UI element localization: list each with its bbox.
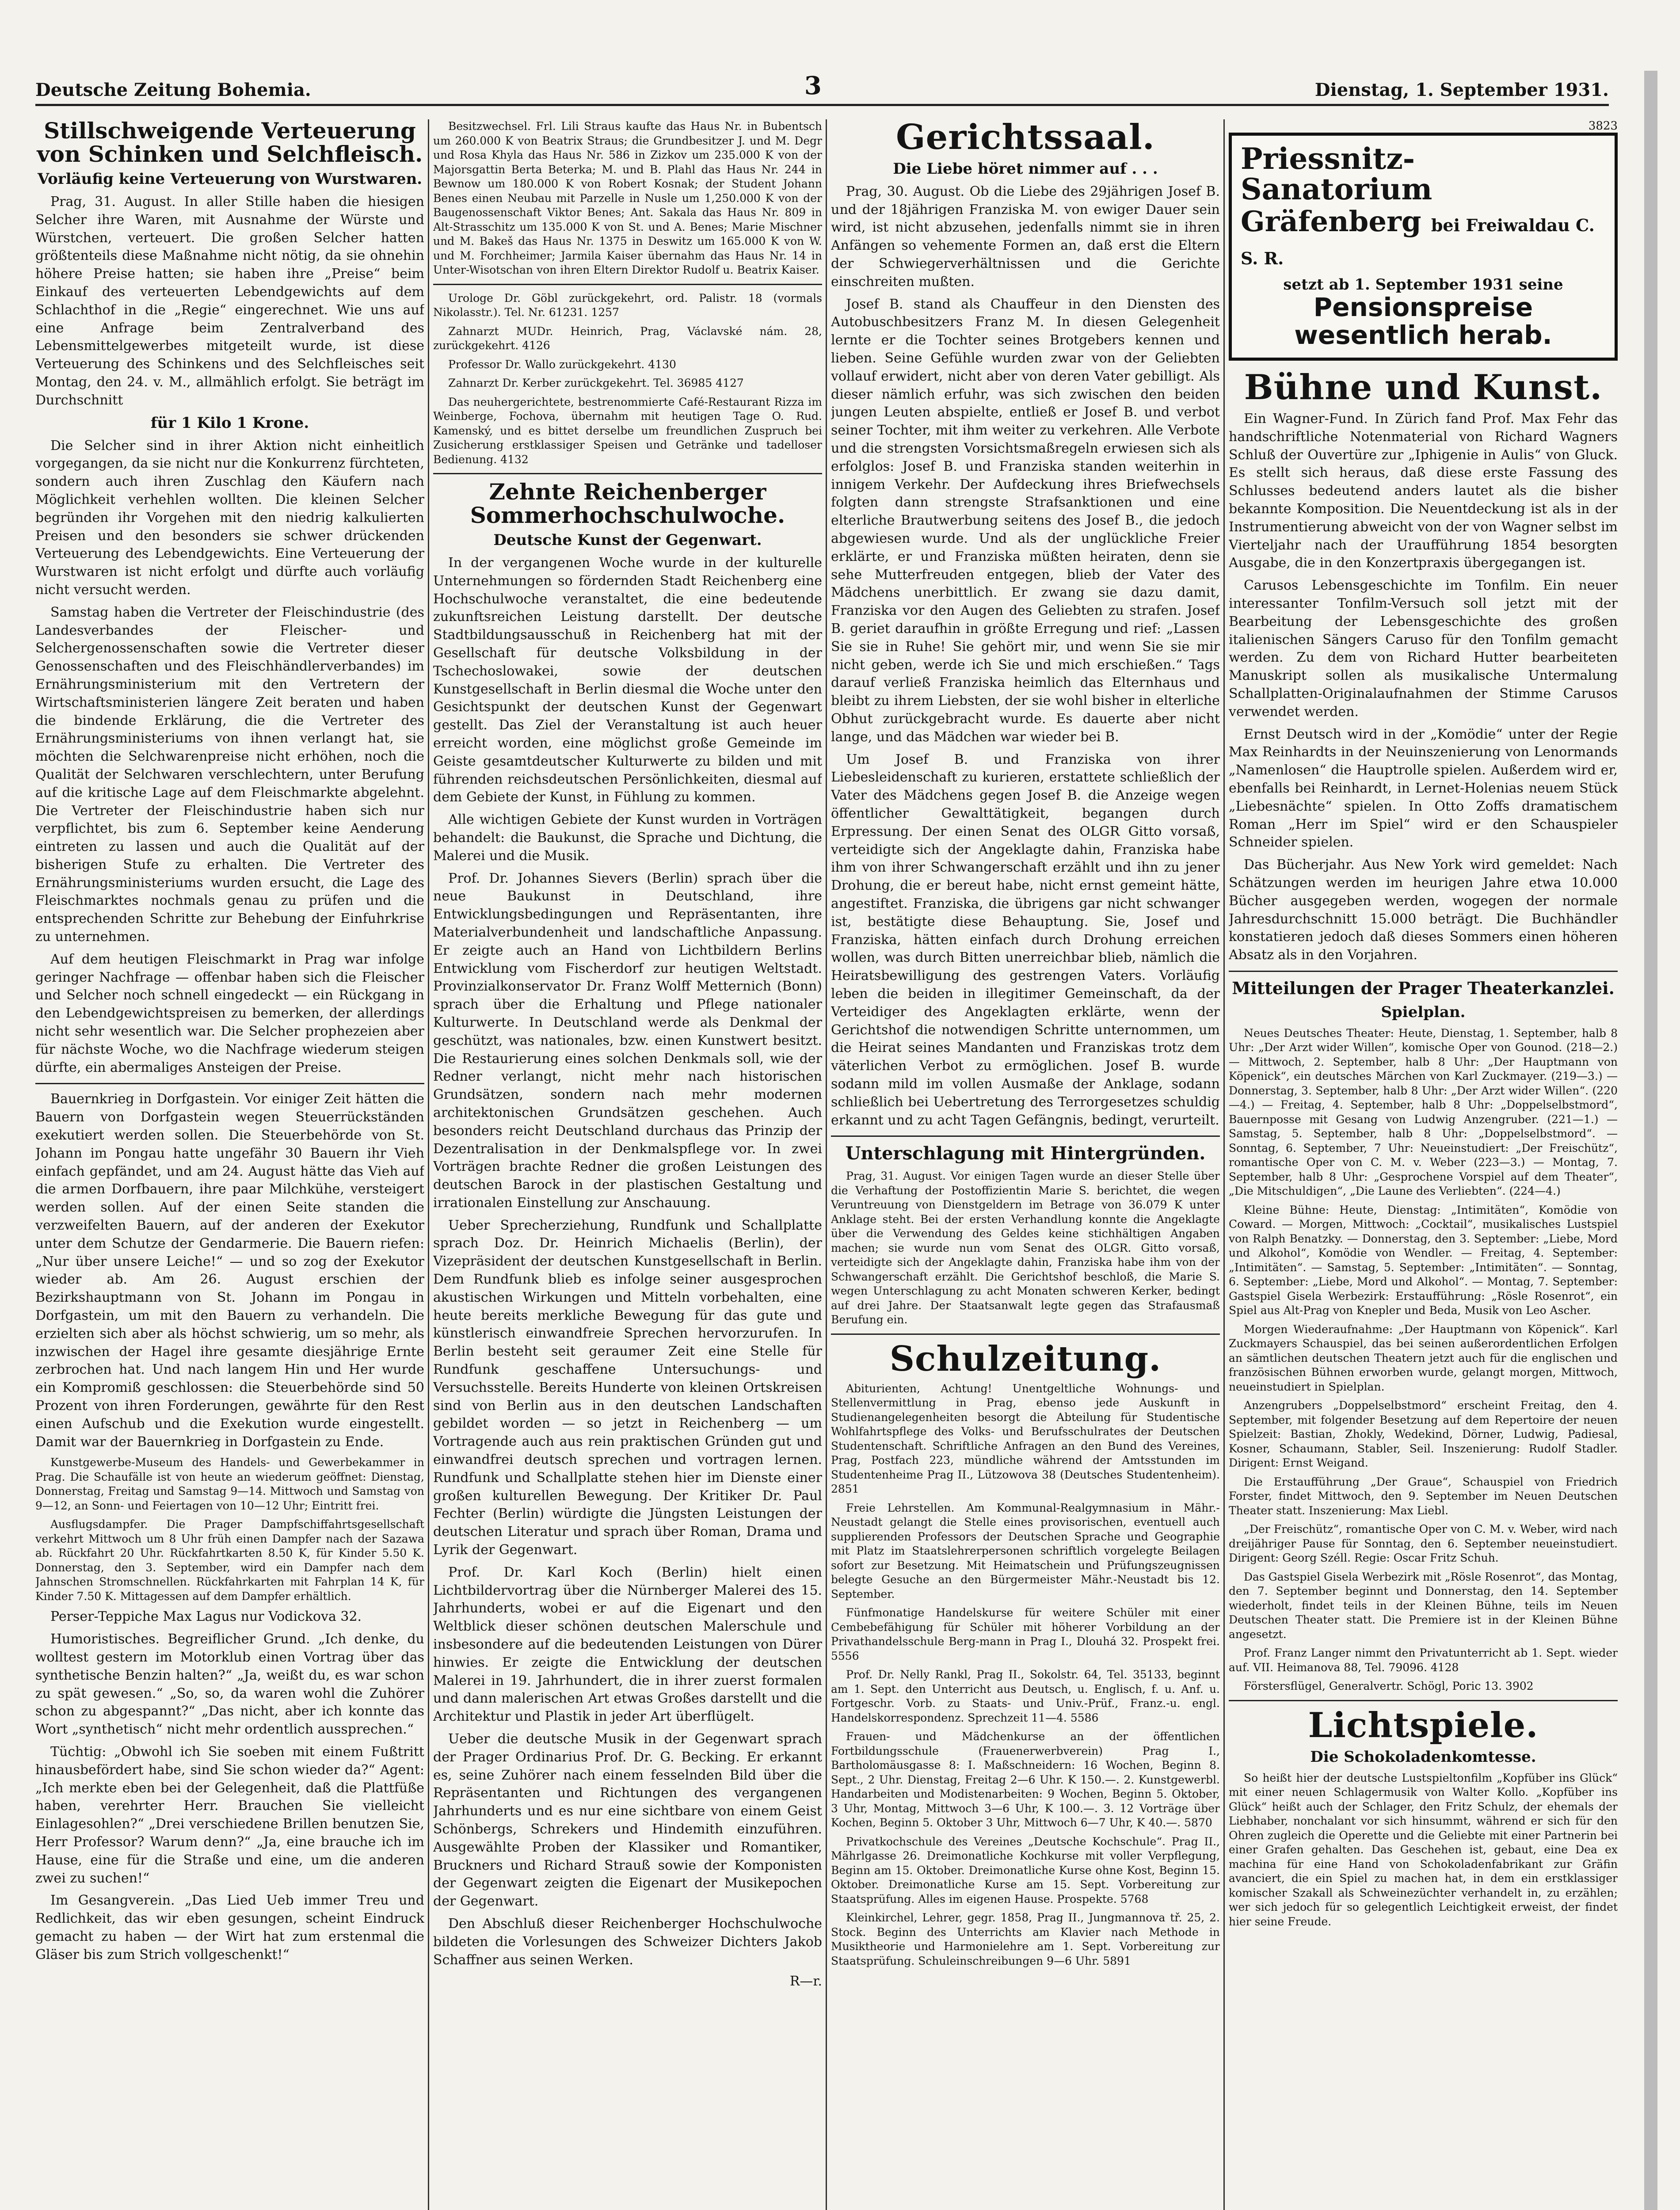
section-title: Schulzeitung. — [889, 1338, 1162, 1379]
news-item: Im Gesangverein. „Das Lied Ueb immer Treu und Redlichkeit, das wir eben gesungen, scheint Eindruck gemacht zu haben — der Wirt hat zum erstenmal die Gläser bis zum Strich vollgeschenkt!“ — [35, 1893, 424, 1962]
article-title: Zehnte Reichenberger Sommerhochschulwoche. — [470, 479, 785, 528]
article-paragraph: Ueber die deutsche Musik in der Gegenwart sprach der Prager Ordinarius Prof. Dr. G. Becking. Er erkannt es, seine Zuhörer nach einem fesselnden Bild über die Repräsentanten und Richtungen des vergangenen Jahrhunderts und es nur eine sichtbare von einem Geist Schönbergs, Schrekers und Hindemith einzuführen. Ausgewählte Proben der Klassiker und Romantiker, Bruckners und Richard Strauß sowie der Komponisten der Gegenwart zeigten die Eigenart der Musikepochen der Gegenwart. — [433, 1731, 822, 1909]
article-signature: R—r. — [789, 1974, 822, 1989]
article-paragraph: Den Abschluß dieser Reichenberger Hochschulwoche bildeten die Vorlesungen des Schweizer Dichters Jakob Schaffner aus seinen Werken. — [433, 1916, 822, 1968]
column-rule — [826, 119, 827, 2210]
article-paragraph: In der vergangenen Woche wurde in der kulturelle Unternehmungen so fördernden Stadt Reichenberg eine Hochschulwoche veranstaltet, die eine bedeutende zukunftsreichen Leistung darstellt. Der deutsche Stadtbildungsausschuß in Reichenberg hat mit der Gesellschaft für deutsche Volksbildung in der Tschechoslowakei, sowie der deutschen Kunstgesellschaft in Berlin diesmal die Woche unter den Gesichtspunkt der deutschen Kunst der Gegenwart gestellt. Das Ziel der Veranstaltung ist auch heuer erreicht worden, eine möglichst große Gemeinde im Geiste gesamtdeutscher Kulturwerte zu bilden und mit führenden reichsdeutschen Persönlichkeiten, diesmal auf dem Gebiete der Kunst, in Fühlung zu kommen. — [433, 555, 822, 805]
notice: Prof. Franz Langer nimmt den Privatunterricht ab 1. Sept. wieder auf. VII. Heimanova 88, Tel. 79096. 4128 — [1229, 1646, 1618, 1674]
article-paragraph: Samstag haben die Vertreter der Fleischindustrie (des Landesverbandes der Fleischer- und Selchergenossenschaften sowie die Vertreter dieser Genossenschaften und des Fleischhändlerverbandes) im Ernährungsministerium mit den Vertretern der Wirtschaftsministerien längere Zeit beraten und haben die bindende Erklärung, die die Vertreter des Ernährungsministeriums von ihnen verlangt hat, sie möchten die Selchwarenpreise nicht erhöhen, noch die Qualität der Selchwaren verschlechtern, unter Berufung auf die kritische Lage auf dem Fleischmarkte abgelehnt. Die Vertreter der Fleischindustrie haben sich nur verpflichtet, bis zum 6. September keine Aenderung eintreten zu lassen und auch die Qualität auf der bisherigen Stufe zu erhalten. Die Vertreter des Ernährungsministeriums wurden ersucht, die Lage des Fleischmarktes nochmals genau zu prüfen und die entsprechenden Schritte zur Behebung der Einfuhrkrise zu unternehmen. — [35, 604, 424, 945]
news-item: Tüchtig: „Obwohl ich Sie soeben mit einem Fußtritt hinausbefördert habe, sind Sie schon wieder da?“ Agent: „Ich merkte eben bei der Gelegenheit, daß die Plattfüße haben, verehrter Herr. Brauchen Sie vielleicht Einlagesohlen?“ „Drei verschiedene Brillen benutzen Sie, Herr Professor? Warum denn?“ „Ja, eine brauche ich im Hause, eine für die Straße und eine, um die anderen zwei zu suchen!“ — [35, 1744, 424, 1886]
school-notice: Kleinkirchel, Lehrer, gegr. 1858, Prag II., Jungmannova tř. 25, 2. Stock. Beginn des Unterrichts am Klavier nach Methode in Musiktheorie und Harmonielehre am 1. Sept. Vorbereitung zur Staatsprüfung. Schuleinschreibungen 9—6 Uhr. 5891 — [831, 1911, 1220, 1967]
page-header — [35, 71, 1609, 106]
notice: Förstersflügel, Generalvertr. Schögl, Poric 13. 3902 — [1244, 1680, 1534, 1693]
theater-listing: „Der Freischütz“, romantische Oper von C. M. v. Weber, wird nach dreijähriger Pause für Sonntag, den 6. September neueinstudiert. Dirigent: Georg Széll. Regie: Oscar Fritz Schuh. — [1229, 1523, 1618, 1565]
article-highlight: für 1 Kilo 1 Krone. — [150, 414, 309, 432]
notice: Zahnarzt Dr. Kerber zurückgekehrt. Tel. 36985 4127 — [448, 377, 744, 389]
theater-listing: Neues Deutsches Theater: Heute, Dienstag, 1. September, halb 8 Uhr: „Der Arzt wider Willen“, komische Oper von Gounod. (218—2.) — Mittwoch, 2. September, halb 8 Uhr: „Der Hauptmann von Köpenick“, ein deutsches Märchen von Karl Zuckmayer. (219—3.) — Donnerstag, 3. September, halb 8 Uhr: „Der Arzt wider Willen“. (220—4.) — Freitag, 4. September, halb 8 Uhr: „Doppelselbstmord“, Bauernposse mit Gesang von Ludwig Anzengruber. (221—1.) — Samstag, 5. September, halb 8 Uhr: „Doppelselbstmord“. — Sonntag, 6. September, 7 Uhr: Neueinstudiert: „Der Freischütz“, romantische Oper von C. M. v. Weber (223—3.) — Montag, 7. September, halb 8 Uhr: „Gesprochene Vorspiel auf dem Theater“, „Die Mitschuldigen“, „Die Laune des Verliebten“. (224—4.) — [1229, 1026, 1618, 1198]
divider — [831, 1334, 1220, 1335]
section-title: Gerichtssaal. — [896, 119, 1155, 157]
article-paragraph: Prag, 31. August. In aller Stille haben die hiesigen Selcher ihre Waren, mit Ausnahme der Würste und Würstchen, verteuert. Die großen Selcher hatten größtenteils diese Maßnahme nicht nötig, da sie ohnehin höhere Preise hatten; sie haben ihre „Preise“ beim Einkauf des verteuerten Lebendgewichts auf dem Schlachthof in die „Regie“ eingerechnet. Wie uns auf eine Anfrage beim Zentralverband des Lebensmittelgewerbes mitgeteilt wurde, ist diese Verteuerung des Schinkens und des Selchfleisches seit Montag, den 24. v. M., allmählich erfolgt. Sie beträgt im Durchschnitt — [35, 194, 424, 408]
article-subtitle: Die Schokoladenkomtesse. — [1310, 1748, 1536, 1766]
page-number: 3 — [804, 71, 822, 100]
column-rule — [1223, 119, 1225, 2210]
column-2 — [433, 119, 822, 2210]
divider — [831, 1135, 1220, 1137]
section-title: Lichtspiele. — [1308, 1705, 1539, 1745]
notice: Das neuhergerichtete, bestrenommierte Café-Restaurant Rizza im Weinberge, Fochova, übernahm mit heutigen Tage O. Rud. Kamenský, und es bittet derselbe um freundlichen Zuspruch bei Zusicherung erstklassiger Speisen und Getränke und tadelloser Bedienung. 4132 — [433, 395, 822, 466]
theater-listing: Kleine Bühne: Heute, Dienstag: „Intimitäten“, Komödie von Coward. — Morgen, Mittwoch: „Cocktail“, musikalisches Lustspiel von Ralph Benatzky. — Donnerstag, den 3. September: „Liebe, Mord und Alkohol“, Komödie von Wendler. — Freitag, 4. September: „Intimitäten“. — Samstag, 5. September: „Intimitäten“. — Sonntag, 6. September: „Liebe, Mord und Alkohol“. — Montag, 7. September: Gastspiel Gisela Werbezirk: Erstaufführung: „Rösle Rosenrot“, ein Spiel aus Alt-Prag von Knepler und Beda, Musik von Leo Ascher. — [1229, 1203, 1618, 1317]
column-rule — [428, 119, 429, 2210]
ad-place-detail: bei Freiwaldau C. S. R. — [1241, 215, 1595, 268]
column-3 — [831, 119, 1220, 2210]
theater-listing: Morgen Wiederaufnahme: „Der Hauptmann von Köpenick“. Karl Zuckmayers Schauspiel, das bei seinen außerordentlichen Erfolgen an sämtlichen deutschen Theatern jetzt auch für die englischen und französischen Bühnen erworben wurde, gelangt morgen, Mittwoch, neueinstudiert in Spielplan. — [1229, 1322, 1618, 1393]
article-paragraph: Prag, 30. August. Ob die Liebe des 29jährigen Josef B. und der 18jährigen Franziska M. von ewiger Dauer sein wird, ist nicht abzusehen, jedenfalls nimmt sie in ihren Anfängen so vehemente Formen an, daß erst die Eltern der Schwiegerverhältnissen und die Gerichte einschreiten mußten. — [831, 183, 1220, 290]
divider — [1229, 1700, 1618, 1701]
ad-number: 3823 — [1588, 119, 1618, 133]
article-paragraph: So heißt hier der deutsche Lustspieltonfilm „Kopfüber ins Glück“ mit einer neuen Schlagermusik von Walter Kollo. „Kopfüber ins Glück“ heißt auch der Schlager, den Fritz Schulz, der ehemals der Liebhaber, nonchalant vor sich hinsummt, während er sich für den Ohren zugleich die Operette und die Geliebte mit einer Partnerin bei einer Grafen gehalten. Das Geschehen ist, gebaut, eine Dea ex machina für eine Hand von Schokoladenfabrikant zur Gräfin avanciert, die ein Spiel zu machen hat, in dem ein erstklassiger komischer Szakall als Schweinezüchter verhandelt in, zu erzählen; wer sich jedoch für so gelegentlich Leichtigkeit erweist, der findet hier seine Freude. — [1229, 1771, 1618, 1928]
article-paragraph: Prof. Dr. Karl Koch (Berlin) hielt einen Lichtbildervortrag über die Nürnberger Malerei des 15. Jahrhunderts, wobei er auf die Eigenart und den Weltblick dieser schönen deutschen Malerschule und insbesondere auf die bedeutenden Leistungen von Dürer hinwies. Er zeigte die Entwicklung der deutschen Malerei in 19. Jahrhundert, die in ihrer zuerst formalen und dann malerischen Art etwas Großes darstellt und die Architektur und Plastik in jeder Art überflügelt. — [433, 1564, 822, 1725]
article-paragraph: Um Josef B. und Franziska von ihrer Liebesleidenschaft zu kurieren, erstattete schließlich der Vater des Mädchens gegen Josef B. die Anzeige wegen öffentlicher Gewalttätigkeit, begangen durch Erpressung. Der einen Senat des OLGR Gitto vorsaß, verteidigte sich der Angeklagte dahin, Franziska habe ihm von ihrer Schwangerschaft erzählt und ihn zu jener Drohung, die er bereut habe, nicht ernst gemeint hätte, angestiftet. Franziska, die übrigens gar nicht schwanger ist, bestätigte diese Behauptung. Sie, Josef und Franziska, hätten einfach durch Drohung erreichen wollen, was durch Bitten unerreichbar blieb, nämlich die Heiratsbewilligung des gestrengen Vaters. Vorläufig leben die beiden in illegitimer Gemeinschaft, da der Verteidiger des Angeklagten erklärte, wenn der Gerichtshof die notwendigen Schritte unternommen, um die Heirat seines Mandanten und Franziskas trotz dem väterlichen Verbot zu ermöglichen. Josef B. wurde sodann mild im vollen Ausmaße der Anklage, sodann schließlich bei Uebertretung des Terrorgesetzes schuldig erkannt und zu acht Tagen Gefängnis, bedingt, verurteilt. — [831, 751, 1220, 1128]
article-paragraph: Prof. Dr. Johannes Sievers (Berlin) sprach über die neue Baukunst in Deutschland, ihre Entwicklungsbedingungen und Repräsentanten, ihre Materialverbundenheit und landschaftliche Anpassung. Er zeigte auch an Hand von Lichtbildern Berlins Entwicklung vom Fischerdorf zur heutigen Weltstadt. Provinzialkonservator Dr. Franz Wolff Metternich (Bonn) sprach über die Erhaltung und Pflege nationaler Kulturwerte. In Deutschland werde als Denkmal der geschützt, was nationales, bzw. einen Kunstwert besitzt. Die Restaurierung eines solchen Denkmals soll, wie der Redner verlangt, nicht mehr nach historischen Grundsätzen, sondern nach mehr modernen architektonischen Grundsätzen geschehen. Auch besonders reicht Deutschland durchaus das Prinzip der Dezentralisation in der Denkmalspflege vor. In zwei Vorträgen brachte Redner die großen Leistungen des deutschen Barock in der plastischen Gestaltung und irrationalen Einstellung zur Anschauung. — [433, 870, 822, 1211]
article-paragraph: Josef B. stand als Chauffeur in den Diensten des Autobuschbesitzers Franz M. In diesen Gelegenheit lernte er die Tochter seines Brotgebers kennen und lieben. Seine Gefühle wurden zwar von der Geliebten vollauf erwidert, nicht aber von deren Vater gebilligt. Als dieser nämlich erfuhr, was sich zwischen den beiden jungen Leuten abspielte, entließ er Josef B. und verbot seiner Tochter, mit ihm weiter zu verkehren. Alle Verbote und die strengsten Vorsichtsmaßregeln erwiesen sich als erfolglos: Josef B. und Franziska standen weiterhin in innigem Verkehr. Der Aufdeckung ihres Briefwechsels folgten dann strengste Strafsanktionen und eine elterliche Brautwerbung seitens des Josef B., die jedoch abgewiesen wurde. Und als der unglückliche Freier erklärte, er und Franziska müßten heiraten, denn sie sehe Mutterfreuden entgegen, blieb der Vater des Mädchens unerbittlich. Er zwang sie dazu damit, Franziska vor den Augen des Geliebten zu strafen. Josef B. geriet daraufhin in größte Erregung und rief: „Lassen Sie sie in Ruhe! Sie gehört mir, und wenn Sie sie mir nicht geben, werde ich Sie und mich erschießen.“ Tags darauf verließ Franziska heimlich das Elternhaus und bleibt zu ihrem Liebsten, der sie wohl bisher in elterliche Obhut zurückgebracht wurde. Es dauerte aber nicht lange, und das Mädchen war wieder bei B. — [831, 296, 1220, 745]
school-notice: Abiturienten, Achtung! Unentgeltliche Wohnungs- und Stellenvermittlung in Prag, ebenso jede Auskunft in Studienangelegenheiten besorgt die Abteilung für Studentische Wohlfahrtspflege des Volks- und Berufsschulrates der Deutschen Studentenschaft. Schriftliche Anfragen an den Bund des Vereines, Prag, Postfach 223, mündliche während der Amtsstunden im Studentenheime Prag II., Lützowova 38 (Deutsches Studentenheim). 2851 — [831, 1382, 1220, 1496]
section-title: Bühne und Kunst. — [1244, 367, 1603, 408]
column-4 — [1229, 119, 1618, 2210]
ad-place-name: Gräfenberg — [1241, 205, 1421, 238]
ad-name: Priessnitz-Sanatorium — [1241, 141, 1432, 207]
notice: Zahnarzt MUDr. Heinrich, Prag, Václavské nám. 28, zurückgekehrt. 4126 — [433, 324, 822, 352]
article-paragraph: Ernst Deutsch wird in der „Komödie“ unter der Regie Max Reinhardts in der Neuinszenierung von Lenormands „Namenlosen“ die Hauptrolle spielen. Außerdem wird er, ebenfalls bei Reinhardt, in Lernet-Holenias neuem Stück „Liebesnächte“ spielen. In Otto Zoffs dramatischem Roman „Herr im Spiel“ wird er den Schauspieler Schneider spielen. — [1229, 726, 1618, 850]
sanatorium-advertisement — [1229, 133, 1618, 361]
divider — [433, 284, 822, 285]
article-subtitle: Die Liebe höret nimmer auf . . . — [893, 160, 1158, 178]
theater-listing: Die Erstaufführung „Der Graue“, Schauspiel von Friedrich Forster, findet Mittwoch, den 9. September im Neuen Deutschen Theater statt. Inszenierung: Max Liebl. — [1229, 1475, 1618, 1517]
news-item: Bauernkrieg in Dorfgastein. Vor einiger Zeit hätten die Bauern von Dorfgastein wegen Steuerrückständen exekutiert werden sollen. Die Steuerbehörde von St. Johann im Pongau hatte ungefähr 30 Bauern ihr Vieh einfach gepfändet, und am 24. August hätte das Vieh auf die armen Dorfbauern, ihre paar Milchkühe, versteigert werden sollen. Auf der einen Seite standen die verzweifelten Bauern, auf der anderen der Exekutor unter dem Schutze der Gendarmerie. Die Bauern riefen: „Nur über unsere Leiche!“ — und so zog der Exekutor wieder ab. Am 26. August erschien der Bezirkshauptmann von St. Johann im Pongau in Dorfgastein, um mit den Bauern zu verhandeln. Die erzielten sich aber als höchst schwierig, um so mehr, als inzwischen der Hagel ihre gesamte diesjährige Ernte zerbrochen hat. Und nach langem Hin und Her wurde ein Kompromiß geschlossen: die Steuerbehörde sind 50 Prozent von ihren Forderungen, gewährte für den Rest einen Aufschub und die Exekution wurde eingestellt. Damit war der Bauernkrieg in Dorfgastein zu Ende. — [35, 1091, 424, 1450]
newspaper-page — [35, 71, 1644, 2210]
page-edge — [1644, 71, 1657, 2210]
column-1 — [35, 119, 424, 2210]
news-item: Perser-Teppiche Max Lagus nur Vodickova 32. — [50, 1609, 362, 1625]
news-item: Ausflugsdampfer. Die Prager Dampfschiffahrtsgesellschaft verkehrt Mittwoch um 8 Uhr früh einen Dampfer nach der Sazawa ab. Rückfahrt 20 Uhr. Rückfahrtkarten 8.50 K, für Kinder 5.50 K. Donnerstag, den 3. September, wird ein Dampfer nach dem Jahnschen Stromschnellen. Rückfahrkarten mit Fahrplan 14 K, für Kinder 7.50 K. Mittagessen auf dem Dampfer erhältlich. — [35, 1518, 424, 1603]
article-paragraph: Ueber Sprecherziehung, Rundfunk und Schallplatte sprach Doz. Dr. Heinrich Michaelis (Berlin), der Vizepräsident der deutschen Kunstgesellschaft in Berlin. Dem Rundfunk blieb es infolge seiner ausgesprochen akustischen Wirkungen und Mitteln vorbehalten, eine heute bereits merkliche Bewegung für das gute und künstlerisch einwandfreie Sprechen hervorzurufen. In Berlin besteht seit geraumer Zeit eine Stelle für Rundfunk geschaffene Untersuchungs- und Versuchsstelle. Bereits Hunderte von kleinen Ortskreisen sind von Berlin aus in den deutschen Landschaften gebildet worden — so jetzt in Reichenberg — um Vortragende auch aus rein praktischen Gründen gut und einwandfrei deutsch sprechen und vortragen lernen. Rundfunk und Schallplatte stehen hier im Dienste einer großen kulturellen Bewegung. Der Kritiker Dr. Paul Fechter (Berlin) würdigte die Jüngsten Leistungen der deutschen Literatur und sprach über Roman, Drama und Lyrik der Gegenwart. — [433, 1217, 822, 1558]
article-paragraph: Alle wichtigen Gebiete der Kunst wurden in Vorträgen behandelt: die Baukunst, die Sprache und Dichtung, die Malerei und die Musik. — [433, 812, 822, 864]
theater-listing: Das Gastspiel Gisela Werbezirk mit „Rösle Rosenrot“, das Montag, den 7. September beginnt und Donnerstag, den 14. September wiederholt, findet teils in der Kleinen Bühne, teils im Neuen Deutschen Theater statt. Die Premiere ist in der Kleinen Bühne angesetzt. — [1229, 1570, 1618, 1641]
divider — [35, 1083, 424, 1084]
issue-date: Dienstag, 1. September 1931. — [1314, 80, 1609, 100]
article-subtitle: Vorläufig keine Verteuerung von Wurstwaren. — [37, 170, 423, 188]
ad-headline: Pensionspreise wesentlich herab. — [1294, 292, 1552, 351]
news-item: Kunstgewerbe-Museum des Handels- und Gewerbekammer in Prag. Die Schaufälle ist von heute an wiederum geöffnet: Dienstag, Donnerstag, Freitag und Samstag 9—14. Mittwoch und Samstag von 9—12, an Sonn- und Feiertagen von 10—12 Uhr; Eintritt frei. — [35, 1456, 424, 1512]
paper-name: Deutsche Zeitung Bohemia. — [35, 80, 311, 100]
school-notice: Privatkochschule des Vereines „Deutsche Kochschule“. Prag II., Mährlgasse 26. Dreimonatliche Kochkurse mit voller Verpflegung, Beginn am 15. Oktober. Dreimonatliche Kurse ohne Kost, Beginn 15. Oktober. Dreimonatliche Kurse am 15. Sept. Vorbereitung zur Staatsprüfung. Alles im eigenen Hause. Prospekte. 5768 — [831, 1835, 1220, 1905]
article-title: Unterschlagung mit Hintergründen. — [845, 1143, 1206, 1164]
school-notice: Frauen- und Mädchenkurse an der öffentlichen Fortbildungsschule (Frauenerwerbverein) Prag I., Bartholomäusgasse 8: I. Maßschneidern: 16 Wochen, Beginn 8. Sept., 2 Uhr. Dienstag, Freitag 2—6 Uhr. K 150.—. 2. Kunstgewerbl. Handarbeiten und Modistenarbeiten: 9 Wochen, Beginn 5. Oktober, 3 Uhr, Montag, Mittwoch 3—6 Uhr, K 100.—. 3. 12 Vorträge über Kochen, Beginn 5. Oktober 3 Uhr, Mittwoch 6—7 Uhr, K 40.—. 5870 — [831, 1730, 1220, 1829]
theater-listing: Anzengrubers „Doppelselbstmord“ erscheint Freitag, den 4. September, mit folgender Besetzung auf dem Repertoire der neuen Spielzeit: Bastian, Zhokly, Wedekind, Dörner, Ludwig, Padiesal, Kosner, Schaumann, Stabler, Seil. Inszenierung: Rudolf Stadler. Dirigent: Ernst Weigand. — [1229, 1399, 1618, 1470]
school-notice: Fünfmonatige Handelskurse für weitere Schüler mit einer Cembebefähigung für Schüler mit höherer Vorbildung an der Privathandelsschule Berg-mann in Prag I., Dlouhá 32. Prospekt frei. 5556 — [831, 1606, 1220, 1662]
notice: Urologe Dr. Göbl zurückgekehrt, ord. Palistr. 18 (vormals Nikolasstr.). Tel. Nr. 61231. 1257 — [433, 291, 822, 319]
ad-place — [1241, 205, 1606, 271]
article-paragraph: Carusos Lebensgeschichte im Tonfilm. Ein neuer interessanter Tonfilm-Versuch soll jetzt mit der Bearbeitung der Lebensgeschichte des großen italienischen Sängers Caruso für den Tonfilm gemacht werden. Zu dem von Richard Hutter bearbeiteten Manuskript sollen als musikalische Untermalung Schallplatten-Originalaufnahmen der Stimme Carusos verwendet werden. — [1229, 578, 1618, 720]
article-paragraph: Prag, 31. August. Vor einigen Tagen wurde an dieser Stelle über die Verhaftung der Postoffizientin Marie S. berichtet, die wegen Veruntreuung von Dienstgeldern im Betrage von 36.079 K unter Anklage steht. Bei der ersten Verhandlung konnte die Angeklagte über die Verwendung des Geldes keine stichhältigen Angaben machen; sie wurde nun vom Senat des OLGR. Gitto vorsaß, verteidigte sich der Angeklagte dahin, Franziska habe ihm von der Schwangerschaft erzählt. Die Gerichtshof beschloß, die Marie S. wegen Unterschlagung zu acht Monaten schweren Kerker, bedingt auf drei Jahre. Der Staatsanwalt legte gegen das Strafausmaß Berufung ein. — [831, 1170, 1220, 1326]
school-notice: Prof. Dr. Nelly Rankl, Prag II., Sokolstr. 64, Tel. 35133, beginnt am 1. Sept. den Unterricht aus Deutsch, u. Englisch, f. u. Anf. u. Fortgeschr. Vorb. zu Staats- und Univ.-Prüf., Franz.-u. engl. Handelskorrespondenz. Sprechzeit 11—4. 5586 — [831, 1668, 1220, 1724]
article-title: Stillschweigende Verteuerung von Schinken und Selchfleisch. — [37, 119, 423, 167]
news-item: Humoristisches. Begreiflicher Grund. „Ich denke, du wolltest gestern im Motorklub einen Vortrag über das synthetische Benzin halten?“ „Ja, weißt du, es war schon zu spät gewesen.“ „So, so, da waren wohl die Zuhörer schon zu abgespannt?“ „Das nicht, aber ich konnte das Wort „synthetisch“ nicht mehr ordentlich aussprechen.“ — [35, 1631, 424, 1738]
article-subtitle: Deutsche Kunst der Gegenwart. — [493, 531, 762, 549]
article-title: Mitteilungen der Prager Theaterkanzlei. — [1232, 978, 1615, 998]
article-subtitle: Spielplan. — [1381, 1003, 1466, 1021]
notice: Besitzwechsel. Frl. Lili Straus kaufte das Haus Nr. in Bubentsch um 260.000 K von Beatrix Straus; die Grundbesitzer J. und M. Degr und Rosa Khyla das Haus Nr. 586 in Zizkov um 235.000 K von der Majorsgattin Berta Beterka; M. und B. Plahl das Haus Nr. 244 in Bewnow um 180.000 K von Robert Kosnak; der Student Johann Benes einen Neubau mit Parzelle in Nusle um 1,250.000 K von der Baugenossenschaft Viktor Benes; Ant. Sakala das Haus Nr. 809 in Alt-Strasschitz um 135.000 K von St. und A. Benes; Marie Mischner und M. Bakeš das Haus Nr. 1375 in Deswitz um 165.000 K von W. und M. Forchheimer; Jarmila Kaiser übernahm das Haus Nr. 14 in Unter-Wisotschan von ihren Eltern Direktor Rudolf u. Beatrix Kaiser. — [433, 120, 822, 276]
article-paragraph: Auf dem heutigen Fleischmarkt in Prag war infolge geringer Nachfrage — offenbar haben sich die Fleischer und Selcher noch schnell eingedeckt — ein Rückgang in den Lebendgewichtspreisen zu bemerken, der allerdings nicht sehr wesentlich war. Die Selcher prophezeien aber für nächste Woche, wo die Nachfrage wiederum steigen dürfte, ein abermaliges Ansteigen der Preise. — [35, 951, 424, 1075]
article-paragraph: Die Selcher sind in ihrer Aktion nicht einheitlich vorgegangen, da sie nicht nur die Konkurrenz fürchteten, sondern auch ihren Zuschlag den Käufern nach Möglichkeit verhehlen wollten. Die kleinen Selcher begründen ihr Vorgehen mit den niedrig kalkulierten Preisen und den besonders sie schwer drückenden Verteuerung des Lebendgewichts. Eine Verteuerung der Wurstwaren ist nicht erfolgt und dürfte auch vorläufig nicht versucht werden. — [35, 438, 424, 598]
divider — [433, 473, 822, 474]
ad-date-line: setzt ab 1. September 1931 seine — [1283, 275, 1563, 293]
article-paragraph: Das Bücherjahr. Aus New York wird gemeldet: Nach Schätzungen werden im heurigen Jahre etwa 10.000 Bücher ausgegeben werden, wogegen der normale Jahresdurchschnitt 15.000 beträgt. Die Buchhändler konstatieren jedoch daß dieses Sommers einen höheren Absatz als in den Vorjahren. — [1229, 857, 1618, 963]
divider — [1229, 971, 1618, 972]
notice: Professor Dr. Wallo zurückgekehrt. 4130 — [448, 358, 676, 371]
school-notice: Freie Lehrstellen. Am Kommunal-Realgymnasium in Mähr.-Neustadt gelangt die Stelle eines provisorischen, eventuell auch supplierenden Professors der Deutschen Sprache und Geographie mit Platz im Staatslehrerpersonen schriftlich vorgelegte Beilagen sofort zur Besetzung. Mit Heimatschein und Prüfungszeugnissen belegte Gesuche an den Bürgermeister Mähr.-Neustadt bis 12. September. — [831, 1501, 1220, 1600]
article-paragraph: Ein Wagner-Fund. In Zürich fand Prof. Max Fehr das handschriftliche Notenmaterial von Richard Wagners Schluß der Ouvertüre zur „Iphigenie in Aulis“ von Gluck. Es stellt sich heraus, daß diese erste Fassung des Schlusses bedeutend anders lautet als die bisher bekannte Komposition. Die Neuentdeckung ist als in der Instrumentierung abweicht von der von Wagner selbst im Vierteljahr nach der Uraufführung 1854 besorgten Ausgabe, die in den Konzertpraxis übergegangen ist. — [1229, 411, 1618, 571]
